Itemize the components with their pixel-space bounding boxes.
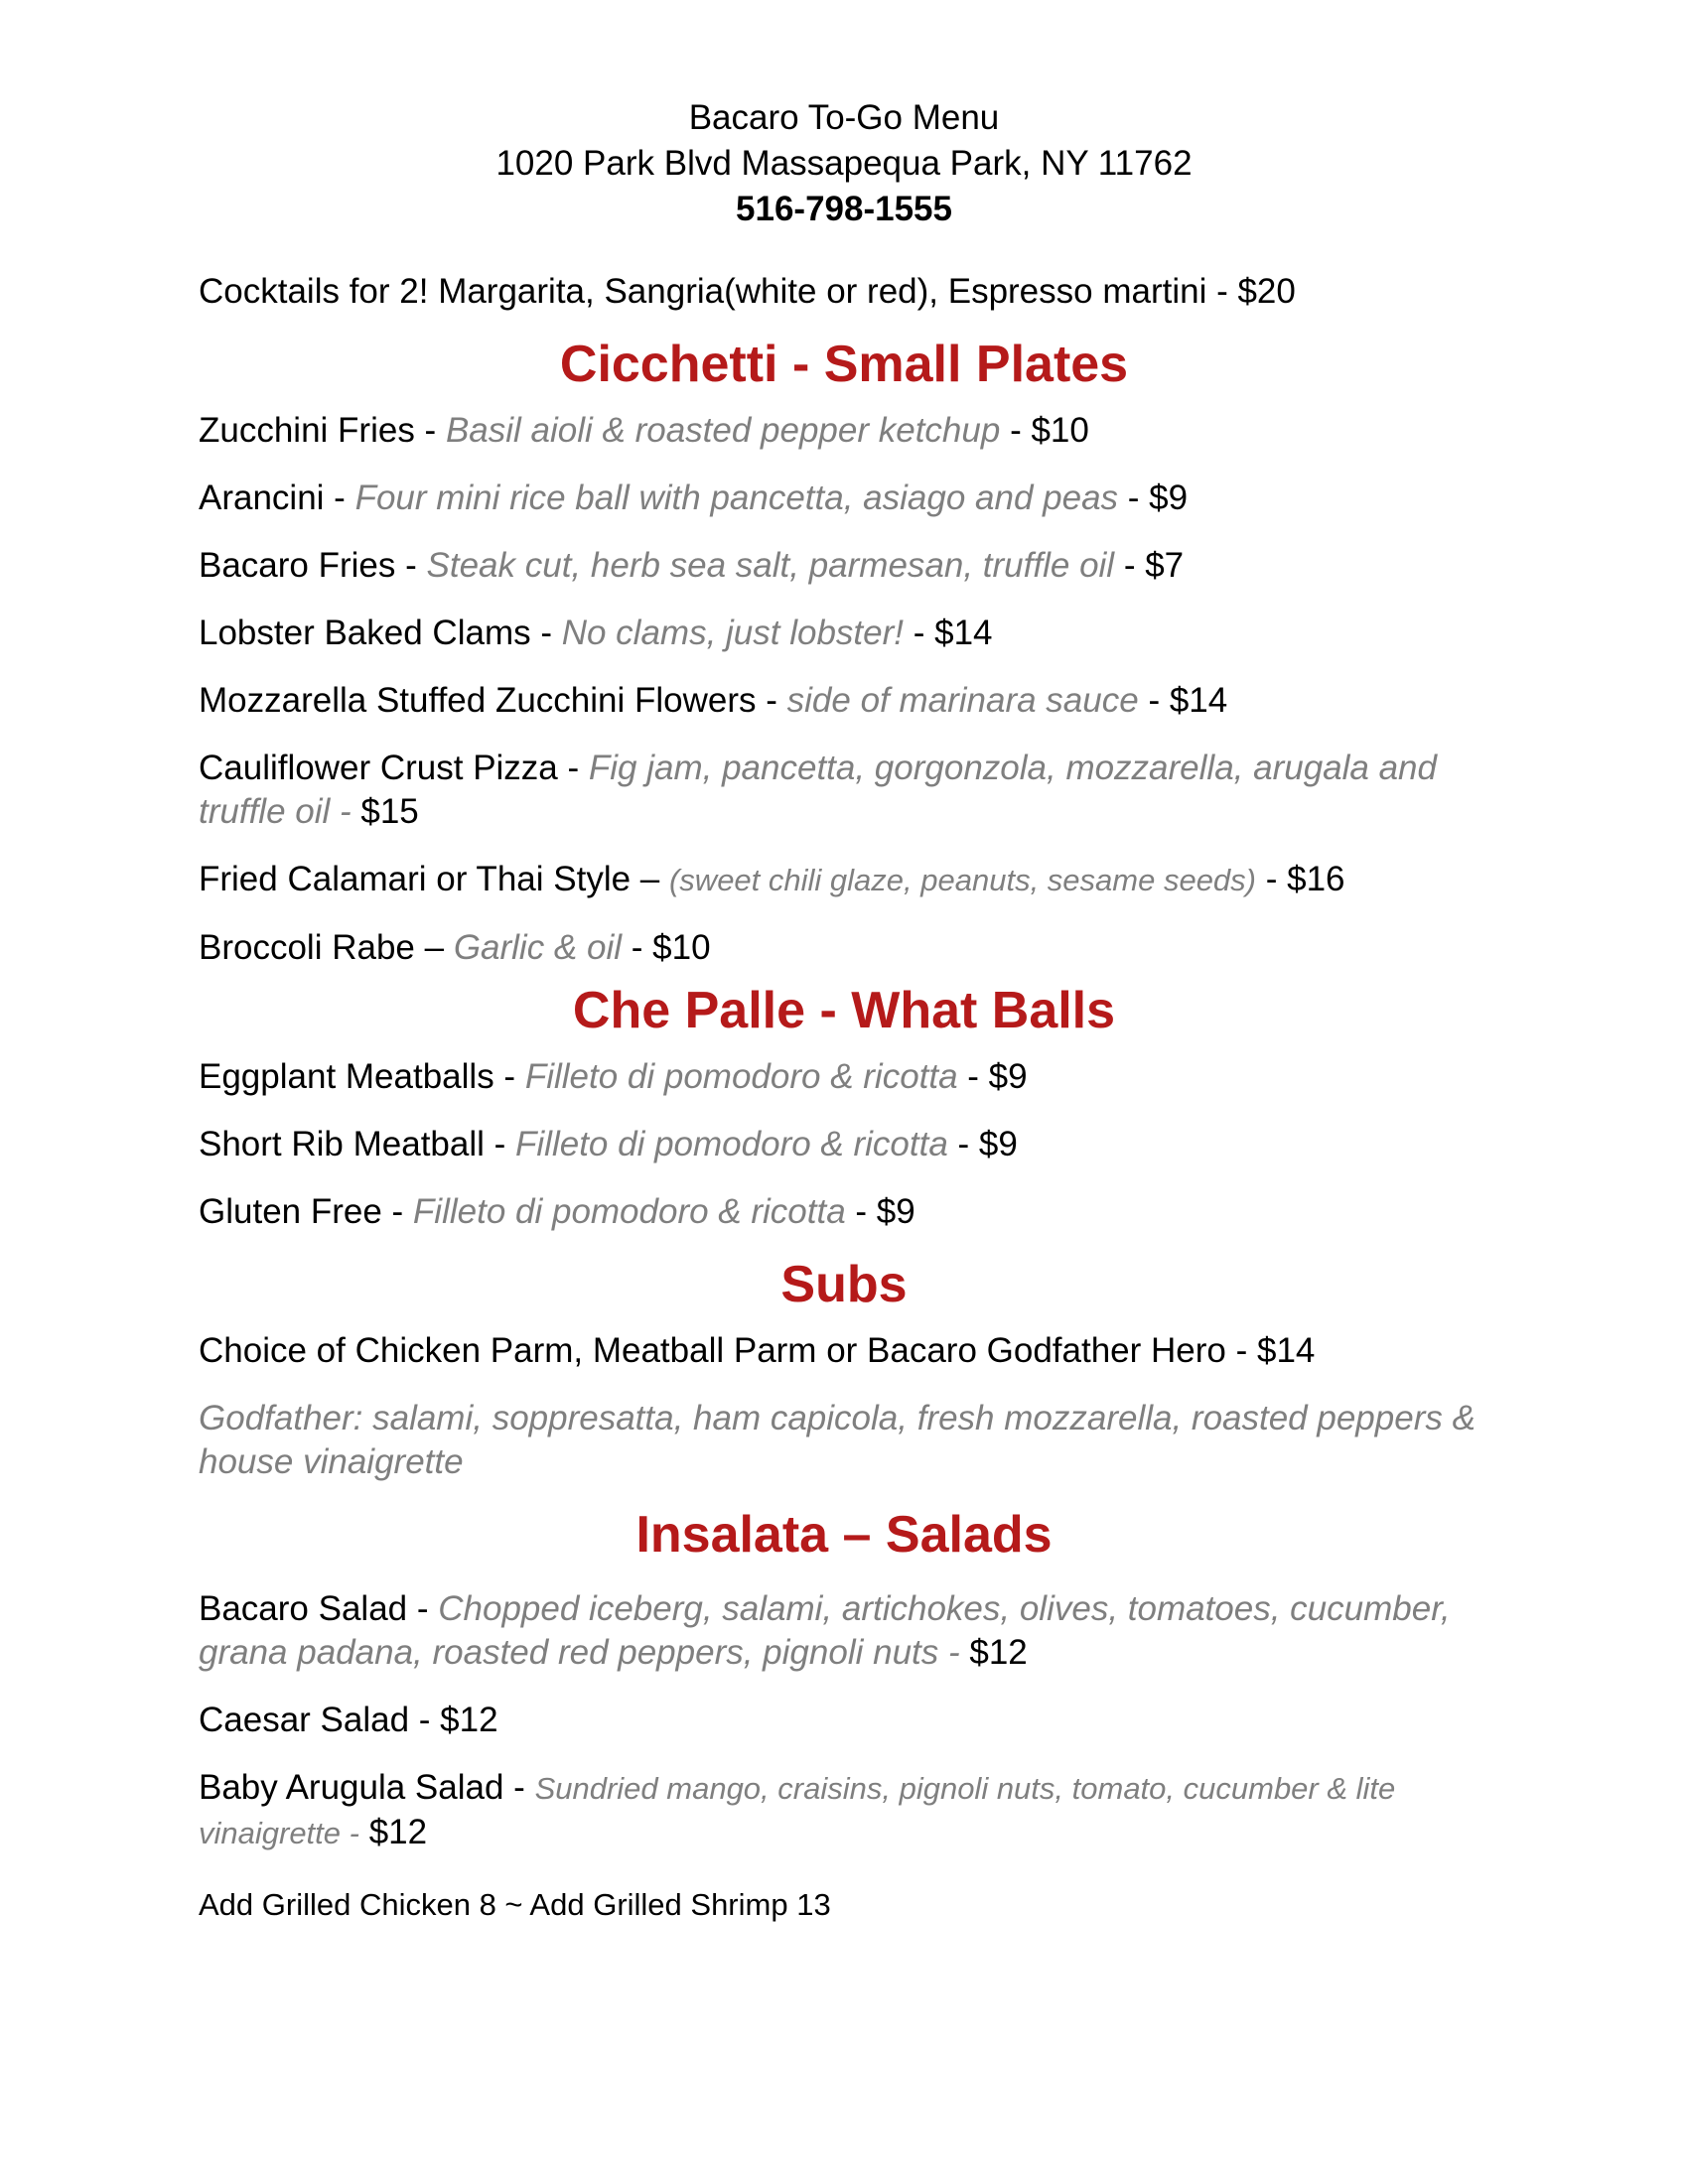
item-separator: - bbox=[503, 1768, 535, 1807]
menu-title: Bacaro To-Go Menu bbox=[688, 98, 1000, 137]
menu-item bbox=[199, 858, 1489, 902]
menu-header bbox=[0, 95, 1688, 232]
item-name: Baby Arugula Salad bbox=[199, 1768, 504, 1807]
item-separator: - bbox=[530, 614, 562, 652]
item-separator: - bbox=[395, 546, 427, 585]
menu-item bbox=[199, 1190, 1489, 1234]
item-name: Fried Calamari or Thai Style bbox=[199, 860, 632, 898]
item-price: - $12 bbox=[409, 1701, 498, 1739]
menu-item bbox=[199, 747, 1489, 834]
subs-item: Choice of Chicken Parm, Meatball Parm or Bacaro Godfather Hero - $14 bbox=[199, 1331, 1316, 1370]
godfather-note: Godfather: salami, soppresatta, ham capicola, fresh mozzarella, roasted peppers & house vinaigrette bbox=[199, 1399, 1476, 1481]
item-name: Bacaro Fries bbox=[199, 546, 396, 585]
item-name: Caesar Salad bbox=[199, 1701, 410, 1739]
menu-item bbox=[199, 612, 1489, 655]
item-description: Basil aioli & roasted pepper ketchup bbox=[445, 411, 1001, 450]
item-name: Cauliflower Crust Pizza bbox=[199, 749, 558, 787]
section-title-che-palle: Che Palle - What Balls bbox=[572, 982, 1116, 1039]
item-name: Arancini bbox=[199, 478, 325, 517]
item-price: $15 bbox=[351, 792, 419, 831]
menu-item bbox=[199, 679, 1489, 723]
menu-item bbox=[199, 477, 1489, 520]
item-description: (sweet chili glaze, peanuts, sesame seeds) bbox=[668, 863, 1256, 897]
item-name: Zucchini Fries bbox=[199, 411, 415, 450]
item-price: - $9 bbox=[1118, 478, 1189, 517]
item-description: Sundried mango, craisins, pignoli nuts, tomato, cucumber & lite vinaigrette - bbox=[199, 1771, 1396, 1850]
item-description: Garlic & oil bbox=[453, 928, 623, 967]
item-price: - $10 bbox=[1000, 411, 1089, 450]
restaurant-phone: 516-798-1555 bbox=[736, 190, 952, 228]
item-name: Gluten Free bbox=[199, 1192, 382, 1231]
item-description: Four mini rice ball with pancetta, asiago and peas bbox=[354, 478, 1119, 517]
menu-item bbox=[199, 1766, 1489, 1855]
menu-content bbox=[199, 270, 1489, 1925]
item-price: - $10 bbox=[622, 928, 711, 967]
item-separator: – bbox=[631, 860, 669, 898]
menu-item bbox=[199, 926, 1489, 970]
item-name: Mozzarella Stuffed Zucchini Flowers bbox=[199, 681, 757, 720]
item-price: - $9 bbox=[947, 1125, 1018, 1163]
item-separator: - bbox=[557, 749, 589, 787]
item-price: - $7 bbox=[1114, 546, 1185, 585]
item-separator: - bbox=[493, 1057, 525, 1096]
item-price: - $14 bbox=[1138, 681, 1228, 720]
section-title-subs: Subs bbox=[780, 1256, 908, 1313]
item-description: Fig jam, pancetta, gorgonzola, mozzarella, arugala and truffle oil - bbox=[199, 749, 1437, 831]
item-description: Filleto di pomodoro & ricotta bbox=[524, 1057, 958, 1096]
menu-item bbox=[199, 1123, 1489, 1166]
item-separator: - bbox=[484, 1125, 516, 1163]
menu-item bbox=[199, 544, 1489, 588]
item-name: Broccoli Rabe bbox=[199, 928, 415, 967]
item-description: Filleto di pomodoro & ricotta bbox=[515, 1125, 948, 1163]
item-separator: - bbox=[414, 411, 446, 450]
section-title-cicchetti: Cicchetti - Small Plates bbox=[559, 336, 1129, 393]
cocktails-offer: Cocktails for 2! Margarita, Sangria(white or red), Espresso martini - $20 bbox=[199, 272, 1296, 311]
item-price: - $9 bbox=[957, 1057, 1028, 1096]
menu-item bbox=[199, 1587, 1489, 1675]
item-separator: - bbox=[407, 1589, 439, 1628]
item-name: Short Rib Meatball bbox=[199, 1125, 485, 1163]
menu-item bbox=[199, 1699, 1489, 1742]
item-name: Bacaro Salad bbox=[199, 1589, 408, 1628]
menu-item bbox=[199, 1055, 1489, 1099]
item-description: No clams, just lobster! bbox=[561, 614, 904, 652]
item-separator: - bbox=[381, 1192, 413, 1231]
item-name: Lobster Baked Clams bbox=[199, 614, 531, 652]
item-separator: – bbox=[414, 928, 454, 967]
item-separator: - bbox=[324, 478, 355, 517]
item-description: Steak cut, herb sea salt, parmesan, truffle oil bbox=[426, 546, 1115, 585]
item-name: Eggplant Meatballs bbox=[199, 1057, 494, 1096]
item-price: - $9 bbox=[845, 1192, 915, 1231]
item-separator: - bbox=[756, 681, 787, 720]
item-price: $12 bbox=[358, 1813, 428, 1851]
item-price: - $16 bbox=[1256, 860, 1345, 898]
item-description: side of marinara sauce bbox=[786, 681, 1139, 720]
menu-item bbox=[199, 409, 1489, 453]
section-title-insalata: Insalata – Salads bbox=[635, 1506, 1053, 1564]
salad-addons: Add Grilled Chicken 8 ~ Add Grilled Shrimp 13 bbox=[199, 1887, 831, 1922]
restaurant-address: 1020 Park Blvd Massapequa Park, NY 11762 bbox=[495, 144, 1193, 183]
item-description: Chopped iceberg, salami, artichokes, olives, tomatoes, cucumber, grana padana, roasted red peppers, pignoli nuts - bbox=[199, 1589, 1451, 1672]
item-price: - $14 bbox=[904, 614, 993, 652]
item-description: Filleto di pomodoro & ricotta bbox=[412, 1192, 846, 1231]
item-price: $12 bbox=[959, 1633, 1028, 1672]
